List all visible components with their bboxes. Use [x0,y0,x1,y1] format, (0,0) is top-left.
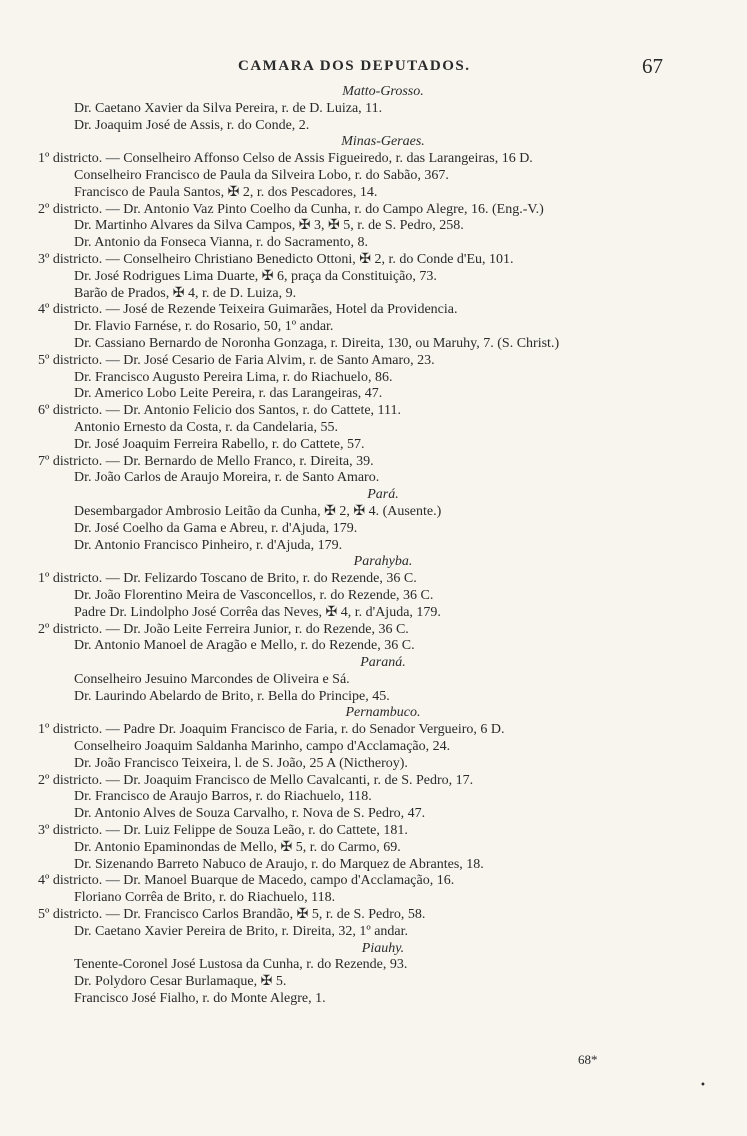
district-entry: 2º districto. — Dr. Joaquim Francisco de Mello Cavalcanti, r. de S. Pedro, 17. [38,772,474,788]
deputy-entry: Dr. João Carlos de Araujo Moreira, r. de Santo Amaro. [74,470,380,486]
deputy-entry: Barão de Prados, ✠ 4, r. de D. Luiza, 9. [74,285,297,301]
deputy-entry: Dr. Antonio Epaminondas de Mello, ✠ 5, r. do Carmo, 69. [74,839,401,855]
page-title: CAMARA DOS DEPUTADOS. [238,58,471,74]
district-entry: 5º districto. — Dr. José Cesario de Faria Alvim, r. de Santo Amaro, 23. [38,352,435,368]
province-heading: Minas-Geraes. [341,134,425,150]
deputy-entry: Conselheiro Jesuino Marcondes de Oliveira e Sá. [74,671,350,687]
deputy-entry: Dr. Antonio da Fonseca Vianna, r. do Sacramento, 8. [74,235,369,251]
deputy-entry: Dr. Martinho Alvares da Silva Campos, ✠ 3, ✠ 5, r. de S. Pedro, 258. [74,218,464,234]
deputy-entry: Dr. José Rodrigues Lima Duarte, ✠ 6, praça da Constituição, 73. [74,268,437,284]
deputy-entry: Francisco José Fialho, r. do Monte Alegre, 1. [74,991,326,1007]
deputy-entry: Floriano Corrêa de Brito, r. do Riachuelo, 118. [74,890,336,906]
deputy-entry: Dr. Francisco Augusto Pereira Lima, r. do Riachuelo, 86. [74,369,393,385]
district-entry: 1º districto. — Dr. Felizardo Toscano de Brito, r. do Rezende, 36 C. [38,571,417,587]
deputy-entry: Desembargador Ambrosio Leitão da Cunha, ✠ 2, ✠ 4. (Ausente.) [74,503,442,519]
district-entry: 5º districto. — Dr. Francisco Carlos Brandão, ✠ 5, r. de S. Pedro, 58. [38,907,426,923]
deputies-list [38,84,728,1008]
district-entry: 3º districto. — Dr. Luiz Felippe de Souza Leão, r. do Cattete, 181. [38,823,408,839]
deputy-entry: Conselheiro Francisco de Paula da Silveira Lobo, r. do Sabão, 367. [74,167,449,183]
deputy-entry: Tenente-Coronel José Lustosa da Cunha, r. do Rezende, 93. [74,957,408,973]
district-entry: 4º districto. — José de Rezende Teixeira Guimarães, Hotel da Providencia. [38,302,458,318]
district-entry: 1º districto. — Padre Dr. Joaquim Francisco de Faria, r. do Senador Vergueiro, 6 D. [38,722,505,738]
province-heading: Matto-Grosso. [342,84,424,99]
deputy-entry: Francisco de Paula Santos, ✠ 2, r. dos Pescadores, 14. [74,184,378,200]
province-heading: Piauhy. [361,940,405,956]
deputy-entry: Dr. Cassiano Bernardo de Noronha Gonzaga, r. Direita, 130, ou Maruhy, 7. (S. Christ.) [74,335,560,351]
province-heading: Parahyba. [353,554,413,570]
deputy-entry: Padre Dr. Lindolpho José Corrêa das Neves, ✠ 4, r. d'Ajuda, 179. [74,604,441,620]
district-entry: 4º districto. — Dr. Manoel Buarque de Macedo, campo d'Acclamação, 16. [38,873,455,889]
province-heading: Pará. [367,487,399,503]
deputy-entry: Dr. José Coelho da Gama e Abreu, r. d'Ajuda, 179. [74,520,358,536]
deputy-entry: Dr. Antonio Francisco Pinheiro, r. d'Ajuda, 179. [74,537,343,553]
deputy-entry: Dr. Caetano Xavier da Silva Pereira, r. de D. Luiza, 11. [74,100,383,116]
district-entry: 2º districto. — Dr. João Leite Ferreira Junior, r. do Rezende, 36 C. [38,621,409,637]
district-entry: 1º districto. — Conselheiro Affonso Celso de Assis Figueiredo, r. das Larangeiras, 16 D. [38,151,533,167]
page-header [0,54,747,80]
deputy-entry: Dr. Francisco de Araujo Barros, r. do Riachuelo, 118. [74,789,372,805]
deputy-entry: Dr. Caetano Xavier Pereira de Brito, r. Direita, 32, 1º andar. [74,923,409,939]
district-entry: 6º districto. — Dr. Antonio Felicio dos Santos, r. do Cattete, 111. [38,403,402,419]
deputy-entry: Dr. Flavio Farnése, r. do Rosario, 50, 1º andar. [74,319,334,335]
page-number: 67 [642,54,663,78]
deputy-entry: Dr. Joaquim José de Assis, r. do Conde, 2. [74,117,310,133]
deputy-entry: Dr. Americo Lobo Leite Pereira, r. das Larangeiras, 47. [74,386,383,402]
district-entry: 3º districto. — Conselheiro Christiano Benedicto Ottoni, ✠ 2, r. do Conde d'Eu, 101. [38,251,514,267]
deputy-entry: Dr. João Francisco Teixeira, l. de S. João, 25 A (Nictheroy). [74,755,408,771]
ink-speck: • [700,1080,706,1091]
deputy-entry: Dr. Antonio Manoel de Aragão e Mello, r. do Rezende, 36 C. [74,638,415,654]
district-entry: 7º districto. — Dr. Bernardo de Mello Franco, r. Direita, 39. [38,453,374,469]
deputy-entry: Dr. José Joaquim Ferreira Rabello, r. do Cattete, 57. [74,436,365,452]
district-entry: 2º districto. — Dr. Antonio Vaz Pinto Coelho da Cunha, r. do Campo Alegre, 16. (Eng.-V.) [38,201,544,217]
deputy-entry: Dr. João Florentino Meira de Vasconcellos, r. do Rezende, 36 C. [74,587,434,603]
deputy-entry: Dr. Polydoro Cesar Burlamaque, ✠ 5. [74,974,287,990]
province-heading: Pernambuco. [345,705,421,721]
deputy-entry: Dr. Sizenando Barreto Nabuco de Araujo, r. do Marquez de Abrantes, 18. [74,856,484,872]
deputy-entry: Dr. Antonio Alves de Souza Carvalho, r. Nova de S. Pedro, 47. [74,806,426,822]
deputy-entry: Conselheiro Joaquim Saldanha Marinho, campo d'Acclamação, 24. [74,739,451,755]
province-heading: Paraná. [360,655,406,671]
deputy-entry: Dr. Laurindo Abelardo de Brito, r. Bella do Principe, 45. [74,688,390,704]
signature-mark: 68* [578,1052,598,1067]
deputy-entry: Antonio Ernesto da Costa, r. da Candelaria, 55. [74,419,338,435]
